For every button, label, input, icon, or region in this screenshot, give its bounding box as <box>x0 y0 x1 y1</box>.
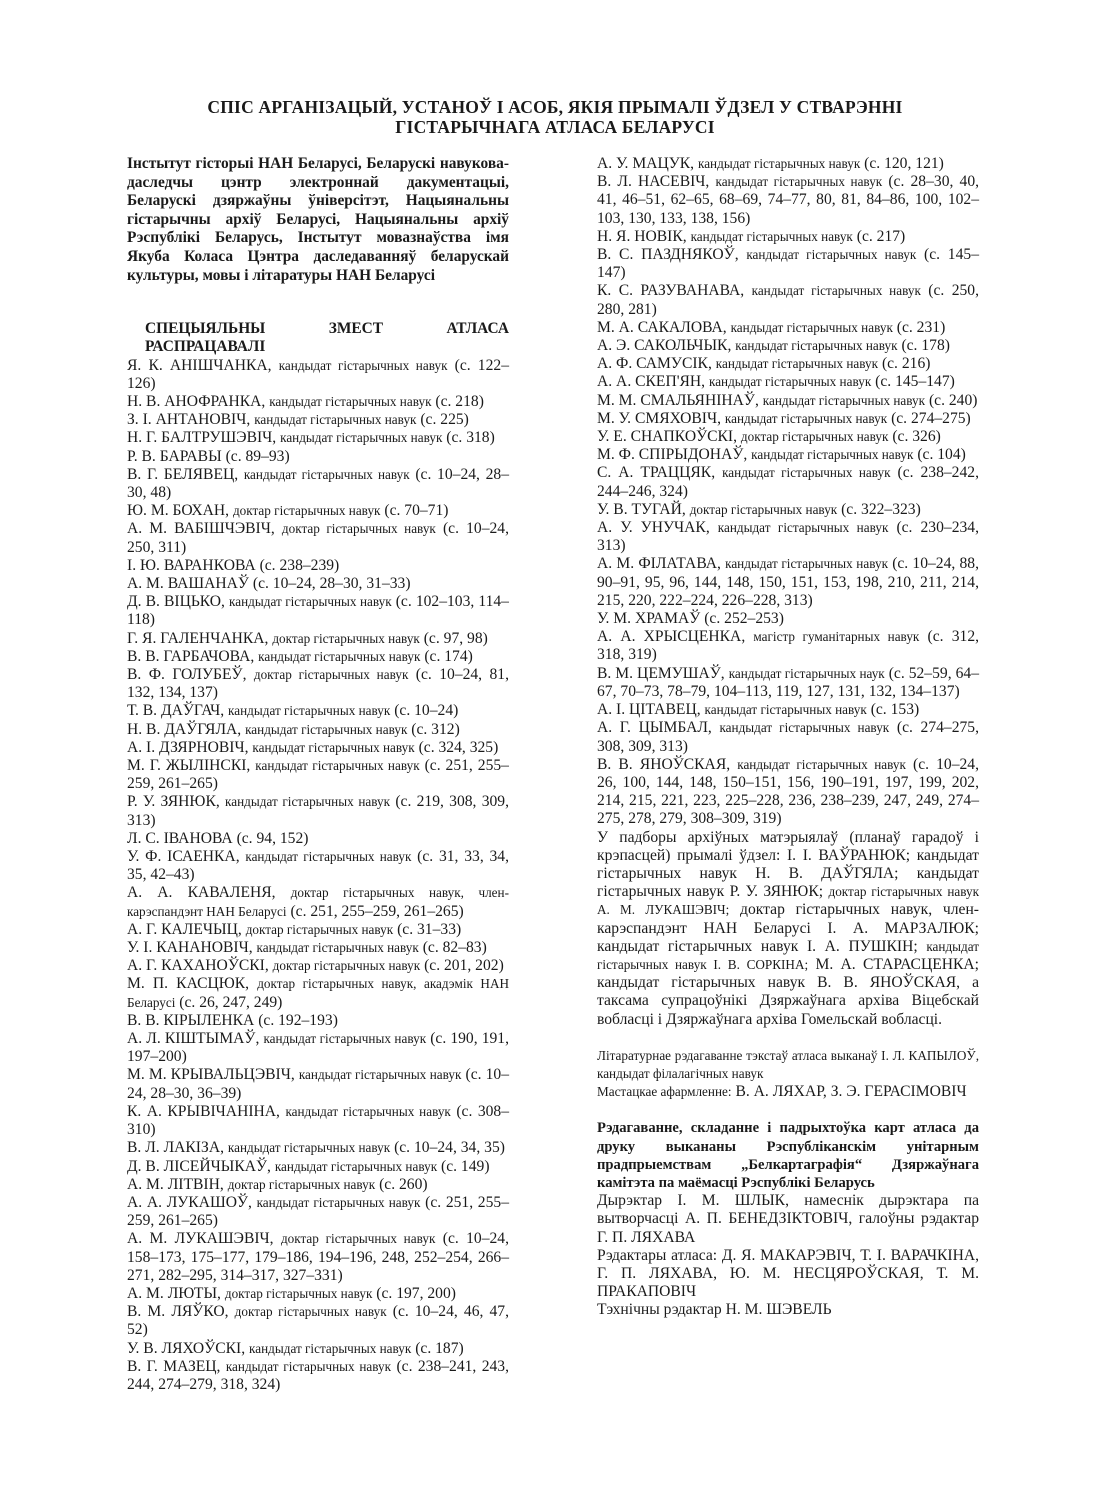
contributor-entry <box>127 1158 509 1176</box>
contributor-pages: (с. 252–253) <box>704 610 784 628</box>
contributor-degree: кандыдат гістарычных навук <box>762 392 926 408</box>
contributor-entry <box>127 1340 509 1358</box>
contributor-degree: кандыдат гістарычных навук <box>708 374 872 390</box>
contributor-pages: (с. 104) <box>917 446 966 464</box>
contributor-entry <box>127 939 509 957</box>
contributor-degree: доктар гістарычных навук <box>740 429 889 445</box>
contributor-name: А. І. ДЗЯРНОВІЧ, <box>127 738 249 756</box>
contributor-pages: (с. 260) <box>379 1175 428 1193</box>
contributor-entry <box>127 593 509 629</box>
page-title-line-2: ГІСТАРЫЧНАГА АТЛАСА БЕЛАРУСІ <box>395 117 715 137</box>
contributor-entry <box>127 411 509 429</box>
cartography-editors: Рэдактары атласа: Д. Я. МАКАРЭВІЧ, Т. І. ВАРАЧКІНА, Г. П. ЛЯХАВА, Ю. М. НЕСЦЯРОЎСКАЯ, Т. М. ПРАКАПОВІЧ <box>597 1246 979 1301</box>
contributor-entry <box>597 173 979 228</box>
contributor-pages: (с. 122–126) <box>127 356 509 392</box>
contributor-pages: (с. 216) <box>881 355 931 373</box>
contributor-pages: (с. 145–147) <box>597 246 979 282</box>
left-column <box>127 155 509 1394</box>
contributor-degree: кандыдат гістарычных навук <box>243 466 410 482</box>
contributor-name: Д. В. ВІЦЬКО, <box>127 593 225 611</box>
contributor-pages: (с. 238–239) <box>259 556 340 574</box>
contributor-entry <box>127 1285 509 1303</box>
contributor-entry <box>127 757 509 793</box>
contributor-entry <box>597 337 979 355</box>
contributor-degree: кандыдат гістарычных навук <box>730 319 893 335</box>
contributor-name: В. В. ГАРБАЧОВА, <box>127 647 255 665</box>
contributor-name: А. М. ЛЮТЫ, <box>127 1284 221 1302</box>
contributor-name: А. Г. ЦЫМБАЛ, <box>597 719 712 737</box>
contributor-pages: (с. 10–24, 46, 47, 52) <box>127 1303 510 1339</box>
contributor-pages: (с. 312, 318, 319) <box>597 628 980 664</box>
contributor-degree: кандыдат гістарычных навук <box>285 1103 451 1119</box>
contributor-pages: (с. 10–24, 158–173, 175–177, 179–186, 194–196, 248, 252–254, 266–271, 282–295, 314–317, 327–331) <box>127 1230 510 1284</box>
contributor-entry <box>127 1194 509 1230</box>
contributor-degree: кандыдат гістарычных навук <box>719 720 890 736</box>
contributor-pages: (с. 322–323) <box>841 500 921 518</box>
contributor-entry <box>127 1139 509 1157</box>
contributor-entry <box>127 429 509 447</box>
contributor-name: В. Л. НАСЕВІЧ, <box>597 173 710 191</box>
contributor-name: М. Ф. СПІРЫДОНАЎ, <box>597 446 748 464</box>
contributor-entry <box>597 319 979 337</box>
archives-note-part-5: М. А. СТАРАСЦЕНКА; кандыдат гістарычных навук В. В. ЯНОЎСКАЯ, а таксама супрацоўнікі Дзяржаўнага архіва Віцебскай вобласці і Дзяржаўнага архіва Гомельскай вобласці. <box>597 955 979 1028</box>
contributor-pages: (с. 145–147) <box>875 373 955 391</box>
contributor-name: В. В. КІРЫЛЕНКА <box>127 1011 255 1029</box>
contributor-degree: кандыдат гістарычных навук <box>722 465 891 481</box>
contributor-entry <box>127 520 509 556</box>
contributor-pages: (с. 230–234, 313) <box>597 519 979 555</box>
cartography-heading: Рэдагаванне, складанне і падрыхтоўка карт атласа да друку выкананы Рэспубліканскім унітарным прадпрыемствам „Белкартаграфія“ Дзяржаўнага камітэта па маёмасці Рэспублікі Беларусь <box>597 1120 979 1191</box>
contributor-entry <box>597 610 979 628</box>
contributor-name: В. Л. ЛАКІЗА, <box>127 1139 224 1157</box>
contributor-name: У. В. ЛЯХОЎСКІ, <box>127 1339 246 1357</box>
contributor-name: Я. К. АНІШЧАНКА, <box>127 356 272 374</box>
contributor-degree: кандыдат гістарычных навук <box>737 756 906 772</box>
contributor-name: Н. Я. НОВІК, <box>597 227 687 245</box>
contributor-entry <box>127 557 509 575</box>
contributor-pages: (с. 187) <box>415 1339 464 1357</box>
contributor-pages: (с. 52–59, 64–67, 70–73, 78–79, 104–113, 119, 127, 131, 132, 134–137) <box>597 664 979 700</box>
contributor-degree: кандыдат гістарычных навук <box>252 739 415 755</box>
contributor-pages: (с. 31–33) <box>397 920 462 938</box>
contributor-name: А. Э. САКОЛЬЧЫК, <box>597 337 732 355</box>
contributor-entry <box>127 975 509 1011</box>
contributor-pages: (с. 10–24, 250, 311) <box>127 520 509 556</box>
contributor-entry <box>127 357 509 393</box>
contributor-name: У. В. ТУГАЙ, <box>597 500 686 518</box>
contributor-entry <box>597 665 979 701</box>
page-title <box>130 97 980 137</box>
contributor-name: А. М. ЛУКАШЭВІЧ, <box>127 1230 274 1248</box>
contributor-entry <box>127 1030 509 1066</box>
contributor-name: А. М. ФІЛАТАВА, <box>597 555 721 573</box>
contributor-entry <box>127 921 509 939</box>
contributor-entry <box>597 756 979 829</box>
contributor-name: З. І. АНТАНОВІЧ, <box>127 411 251 429</box>
contributor-entry <box>127 502 509 520</box>
contributor-pages: (с. 149) <box>441 1157 490 1175</box>
contributor-entry <box>597 555 979 610</box>
contributor-name: В. С. ПАЗДНЯКОЎ, <box>597 246 739 264</box>
contributor-degree: кандыдат гістарычных навук <box>249 1340 412 1356</box>
contributor-name: А. І. ЦІТАВЕЦ, <box>597 701 701 719</box>
contributor-entry <box>597 519 979 555</box>
contributor-entry <box>597 392 979 410</box>
contributor-entry <box>127 1358 509 1394</box>
contributor-degree: доктар гістарычных навук <box>227 1176 376 1192</box>
contributor-name: А. А. ЛУКАШОЎ, <box>127 1193 252 1211</box>
contributor-name: А. М. ЛІТВІН, <box>127 1175 224 1193</box>
contributor-name: С. А. ТРАЦЦЯК, <box>597 464 716 482</box>
contributor-pages: (с. 274–275) <box>891 409 971 427</box>
contributor-degree: кандыдат гістарычных навук <box>245 721 408 737</box>
contributor-entry <box>127 721 509 739</box>
contributor-pages: (с. 231) <box>896 318 946 336</box>
contributor-entry <box>597 246 979 282</box>
contributor-entry <box>597 719 979 755</box>
art-design-prefix: Мастацкае афармленне: <box>597 1084 732 1100</box>
contributor-entry <box>127 702 509 720</box>
contributor-degree: кандыдат гістарычных навук <box>715 174 883 190</box>
contributor-name: А. А. СКЕП'ЯН, <box>597 373 706 391</box>
contributor-pages: (с. 120, 121) <box>864 155 944 172</box>
contributor-degree: доктар гістарычных навук <box>281 521 436 537</box>
contributor-degree: кандыдат гістарычных навук <box>227 1140 391 1156</box>
contributor-name: В. М. ЛЯЎКО, <box>127 1303 229 1321</box>
contributor-pages: (с. 102–103, 114–118) <box>127 593 509 629</box>
contributor-pages: (с. 192–193) <box>258 1011 338 1029</box>
contributor-pages: (с. 10–24, 28–30, 48) <box>127 465 510 501</box>
contributor-pages: (с. 274–275, 308, 309, 313) <box>597 719 980 755</box>
contributor-degree: кандыдат гістарычных навук <box>746 247 917 263</box>
contributor-name: М. Г. ЖЫЛІНСКІ, <box>127 757 251 775</box>
contributor-pages: (с. 190, 191, 197–200) <box>127 1030 510 1066</box>
contributor-name: А. А. КАВАЛЕНЯ, <box>127 884 276 902</box>
page-title-line-1: СПІС АРГАНІЗАЦЫЙ, УСТАНОЎ І АСОБ, ЯКІЯ ПРЫМАЛІ ЎДЗЕЛ У СТВАРЭННІ <box>207 97 903 117</box>
contributor-pages: (с. 97, 98) <box>423 629 488 647</box>
contributor-name: А. У. МАЦУК, <box>597 155 695 172</box>
art-design <box>597 1083 979 1101</box>
cartography-director: Дырэктар І. М. ШЛЫК, намеснік дырэктара па вытворчасці А. П. БЕНЕДЗІКТОВІЧ, галоўны рэдактар Г. П. ЛЯХАВА <box>597 1192 979 1246</box>
contributor-pages: (с. 10–24, 28–30, 36–39) <box>127 1066 509 1102</box>
contributor-pages: (с. 218) <box>435 392 484 410</box>
contributors-list-right <box>597 155 979 829</box>
contributor-name: М. М. КРЫВАЛЬЦЭВІЧ, <box>127 1066 295 1084</box>
contributor-name: У. М. ХРАМАЎ <box>597 610 701 628</box>
contributor-name: М. А. САКАЛОВА, <box>597 318 727 336</box>
contributor-degree: доктар гістарычных навук <box>280 1231 436 1247</box>
contributor-degree: доктар гістарычных навук, акадэмік НАН Беларусі <box>127 976 509 1010</box>
contributor-pages: (с. 94, 152) <box>236 829 309 847</box>
contributor-entry <box>127 1066 509 1102</box>
contributor-entry <box>597 464 979 500</box>
contributor-entry <box>127 830 509 848</box>
contributor-pages: (с. 197, 200) <box>376 1284 456 1302</box>
contributor-pages: (с. 201, 202) <box>424 957 504 975</box>
contributor-degree: кандыдат гістарычных навук <box>724 410 888 426</box>
contributor-degree: кандыдат гістарычных навук <box>717 520 889 536</box>
literary-editing-degree: кандыдат філалагічных навук <box>597 1065 764 1081</box>
contributor-degree: доктар гістарычных навук <box>253 667 409 683</box>
contributor-pages: (с. 225) <box>420 411 469 429</box>
contributor-entry <box>597 355 979 373</box>
contributor-entry <box>127 648 509 666</box>
literary-editing <box>597 1047 979 1083</box>
contributor-name: Т. В. ДАЎГАЧ, <box>127 702 225 720</box>
contributor-pages: (с. 219, 308, 309, 313) <box>127 793 510 829</box>
contributor-entry <box>127 575 509 593</box>
contributor-pages: (с. 10–24, 88, 90–91, 95, 96, 144, 148, 150, 151, 153, 198, 210, 211, 214, 215, 220, 222–224, 226–228, 313) <box>597 555 979 609</box>
contributor-degree: кандыдат гістарычных навук <box>255 758 420 774</box>
contributor-entry <box>127 666 509 702</box>
contributor-name: У. Е. СНАПКОЎСКІ, <box>597 428 738 446</box>
contributor-name: М. М. СМАЛЬЯНІНАЎ, <box>597 391 759 409</box>
contributor-entry <box>127 1103 509 1139</box>
contributor-pages: (с. 10–24, 26, 100, 144, 148, 150–151, 156, 190–191, 197, 199, 202, 214, 215, 221, 223, 225–228, 236, 238–239, 247, 249, 274–275, 278, 279, 308–309, 319) <box>597 755 979 828</box>
contributor-entry <box>597 701 979 719</box>
contributor-pages: (с. 178) <box>901 337 950 355</box>
contributor-name: К. С. РАЗУВАНАВА, <box>597 282 745 300</box>
contributor-entry <box>597 282 979 318</box>
spacer <box>597 1029 979 1047</box>
contributor-entry <box>597 628 979 664</box>
contributor-entry <box>127 793 509 829</box>
contributor-name: І. Ю. ВАРАНКОВА <box>127 556 256 574</box>
contributor-pages: (с. 82–83) <box>422 939 487 957</box>
spacer <box>597 1101 979 1119</box>
contributor-pages: (с. 312) <box>411 720 460 738</box>
contributor-name: В. Ф. ГОЛУБЕЎ, <box>127 666 247 684</box>
contributor-name: А. Ф. САМУСІК, <box>597 355 712 373</box>
contributor-pages: (с. 238–242, 244–246, 324) <box>597 464 979 500</box>
contributor-degree: кандыдат гістарычных навук <box>256 940 419 956</box>
contributor-entry <box>597 373 979 391</box>
contributor-degree: доктар гістарычных навук <box>224 1285 373 1301</box>
contributor-entry <box>597 228 979 246</box>
contributor-name: Д. В. ЛІСЕЙЧЫКАЎ, <box>127 1157 271 1175</box>
contributor-degree: доктар гістарычных навук <box>245 921 394 937</box>
contributor-degree: доктар гістарычных навук <box>689 501 838 517</box>
archives-note <box>597 829 979 1029</box>
contributor-entry <box>127 466 509 502</box>
contributor-pages: (с. 326) <box>892 428 941 446</box>
contributor-pages: (с. 324, 325) <box>418 738 499 756</box>
contributor-degree: кандыдат гістарычных навук <box>263 1031 427 1047</box>
contributor-entry <box>127 848 509 884</box>
contributor-degree: кандыдат гістарычных навук <box>258 648 421 664</box>
contributor-name: Н. Г. БАЛТРУШЭВІЧ, <box>127 429 277 447</box>
contributor-pages: (с. 31, 33, 34, 35, 42–43) <box>127 848 509 884</box>
contributor-entry <box>127 1230 509 1285</box>
contributor-degree: кандыдат гістарычных навук <box>225 794 391 810</box>
contributor-degree: кандыдат гістарычных навук <box>704 702 867 718</box>
contributor-name: Р. В. БАРАВЫ <box>127 447 222 465</box>
contributor-entry <box>597 410 979 428</box>
archives-note-part-1: У падборы архіўных матэрыялаў (планаў гарадоў і крэпасцей) прымалі ўдзел: І. І. ВАЎРАНЮК; кандыдат гістарычных навук Н. В. ДАЎГЯЛА; кандыдат гістарычных навук Р. У. ЗЯНЮК; <box>597 828 979 901</box>
archives-note-part-3: доктар гістарычных навук, член-карэспандэнт НАН Беларусі І. А. МАРЗАЛЮК; кандыдат гістарычных навук І. А. ПУШКІН; <box>597 901 979 955</box>
contributor-name: А. М. ВАШАНАЎ <box>127 575 249 592</box>
literary-editing-prefix: Літаратурнае рэдагаванне тэкстаў атласа выканаў І. Л. КАПЫЛОЎ, <box>597 1047 979 1063</box>
contributor-name: У. І. КАНАНОВІЧ, <box>127 939 253 957</box>
archives-note-part-2: доктар гістарычных навук А. М. ЛУКАШЭВІЧ; <box>597 884 980 918</box>
contributor-entry <box>127 1012 509 1030</box>
contributor-degree: кандыдат гістарычных навук <box>229 594 392 610</box>
contributor-entry <box>597 446 979 464</box>
contributor-degree: кандыдат гістарычных навук <box>225 1358 392 1374</box>
contributor-degree: магістр гуманітарных навук <box>753 629 920 645</box>
contributor-entry <box>127 630 509 648</box>
contributor-degree: кандыдат гістарычных навук <box>254 412 417 428</box>
cartography-tech-editor: Тэхнічны рэдактар Н. М. ШЭВЕЛЬ <box>597 1301 832 1319</box>
contributor-pages: (с. 217) <box>856 227 906 245</box>
contributor-name: Н. В. ДАЎГЯЛА, <box>127 720 242 738</box>
contributor-degree: кандыдат гістарычных навук <box>274 1158 438 1174</box>
contributor-pages: (с. 238–241, 243, 244, 274–279, 318, 324) <box>127 1357 509 1393</box>
contributor-name: В. М. ЦЕМУШАЎ, <box>597 664 725 682</box>
contributor-entry <box>127 884 509 920</box>
contributor-degree: кандыдат гістарычных навук <box>698 156 861 171</box>
contributor-pages: (с. 10–24) <box>394 702 459 720</box>
contributor-degree: кандыдат гістарычных навук <box>715 356 879 372</box>
contributor-pages: (с. 240) <box>928 391 978 409</box>
contributor-pages: (с. 10–24, 34, 35) <box>394 1139 505 1157</box>
contributor-pages: (с. 251, 255–259, 261–265) <box>127 1193 509 1230</box>
content-section-heading: СПЕЦЫЯЛЬНЫ ЗМЕСТ АТЛАСА РАСПРАЦАВАЛІ <box>145 320 509 356</box>
contributor-name: А. Л. КІШТЫМАЎ, <box>127 1030 260 1048</box>
contributor-degree: доктар гістарычных навук <box>232 503 381 519</box>
contributor-pages: (с. 174) <box>424 647 473 665</box>
contributor-name: В. Г. БЕЛЯВЕЦ, <box>127 465 239 483</box>
contributor-entry <box>127 448 509 466</box>
contributor-degree: кандыдат гістарычных навук <box>751 447 914 463</box>
contributors-list-left <box>127 357 509 1395</box>
contributor-pages: (с. 70–71) <box>384 502 449 520</box>
contributor-name: У. Ф. ІСАЕНКА, <box>127 848 240 866</box>
contributor-pages: (с. 28–30, 40, 41, 46–51, 62–65, 68–69, 74–77, 80, 81, 84–86, 100, 102–103, 130, 133, 138, 156) <box>597 173 980 227</box>
contributor-pages: (с. 318) <box>446 429 495 447</box>
contributor-degree: кандыдат гістарычных навук <box>751 283 921 299</box>
contributor-name: Н. В. АНОФРАНКА, <box>127 392 266 410</box>
contributor-degree: кандыдат гістарычных навук <box>228 703 391 719</box>
contributor-name: А. У. УНУЧАК, <box>597 519 710 537</box>
contributor-pages: (с. 89–93) <box>225 447 290 465</box>
contributor-degree: кандыдат гістарычных навук <box>298 1067 462 1083</box>
contributor-name: А. Г. КАЛЕЧЫЦ, <box>127 920 242 938</box>
contributor-entry <box>127 393 509 411</box>
contributor-entry <box>127 1303 509 1339</box>
contributor-entry <box>597 501 979 519</box>
contributor-name: К. А. КРЫВІЧАНІНА, <box>127 1102 280 1120</box>
contributor-pages: (с. 251, 255–259, 261–265) <box>127 757 509 793</box>
contributor-name: В. В. ЯНОЎСКАЯ, <box>597 755 731 773</box>
contributor-degree: доктар гістарычных навук, член-карэспандэнт НАН Беларусі <box>127 885 509 919</box>
contributor-name: Л. С. ІВАНОВА <box>127 829 233 847</box>
right-column <box>597 155 979 1320</box>
contributor-degree: доктар гістарычных навук <box>272 958 421 974</box>
contributor-degree: кандыдат гістарычных навук <box>690 228 853 244</box>
contributor-name: Ю. М. БОХАН, <box>127 502 230 520</box>
contributor-name: Г. Я. ГАЛЕНЧАНКА, <box>127 629 269 647</box>
contributor-degree: доктар гістарычных навук <box>234 1304 387 1320</box>
contributor-degree: доктар гістарычных навук <box>272 630 420 646</box>
archives-note-part-4: кандыдат гістарычных навук І. В. СОРКІНА; <box>597 938 980 972</box>
contributor-entry <box>127 957 509 975</box>
organizations-list: Інстытут гісторыі НАН Беларусі, Беларускі навукова-даследчы цэнтр электроннай дакументацыі, Беларускі дзяржаўны ўніверсітэт, Нацыянальны гістарычны архіў Беларусі, Нацыянальны архіў Рэспублікі Беларусь, Інстытут мовазнаўства імя Якуба Коласа Цэнтра даследаванняў беларускай культуры, мовы і літаратуры НАН Беларусі <box>127 155 509 284</box>
contributor-pages: (с. 308–310) <box>127 1102 510 1139</box>
contributor-name: А. Г. КАХАНОЎСКІ, <box>127 957 269 975</box>
art-design-names: В. А. ЛЯХАР, З. Э. ГЕРАСІМОВІЧ <box>735 1083 967 1101</box>
contributor-degree: кандыдат гістарычных навук <box>256 1194 421 1210</box>
contributor-name: Р. У. ЗЯНЮК, <box>127 793 220 811</box>
contributor-name: А. А. ХРЫСЦЕНКА, <box>597 628 746 646</box>
contributor-degree: кандыдат гістарычных навук <box>725 556 888 572</box>
contributor-degree: кандыдат гістарычных навук <box>245 849 412 865</box>
contributor-pages: (с. 10–24, 81, 132, 134, 137) <box>127 666 509 702</box>
contributor-name: М. П. КАСЦЮК, <box>127 975 250 993</box>
contributor-degree: кандыдат гістарычных навук <box>735 338 898 354</box>
contributor-name: В. Г. МАЗЕЦ, <box>127 1357 221 1375</box>
contributor-name: М. У. СМЯХОВІЧ, <box>597 409 721 427</box>
contributor-name: А. М. ВАБІШЧЭВІЧ, <box>127 520 275 538</box>
contributor-entry <box>127 739 509 757</box>
contributor-degree: кандыдат гістарычных навук <box>269 393 432 409</box>
contributor-entry <box>127 1176 509 1194</box>
contributor-entry <box>597 428 979 446</box>
contributor-degree: кандыдат гістарычных наук <box>728 665 885 681</box>
contributor-pages: (с. 251, 255–259, 261–265) <box>290 902 464 920</box>
contributor-pages: (с. 250, 280, 281) <box>597 282 979 318</box>
contributor-pages: (с. 26, 247, 249) <box>179 993 283 1011</box>
contributor-entry <box>597 155 979 173</box>
contributor-degree: кандыдат гістарычных навук <box>278 357 448 373</box>
contributor-pages: (с. 153) <box>870 701 920 719</box>
contributor-degree: кандыдат гістарычных навук <box>280 430 443 446</box>
contributor-pages: (с. 10–24, 28–30, 31–33) <box>252 575 411 592</box>
